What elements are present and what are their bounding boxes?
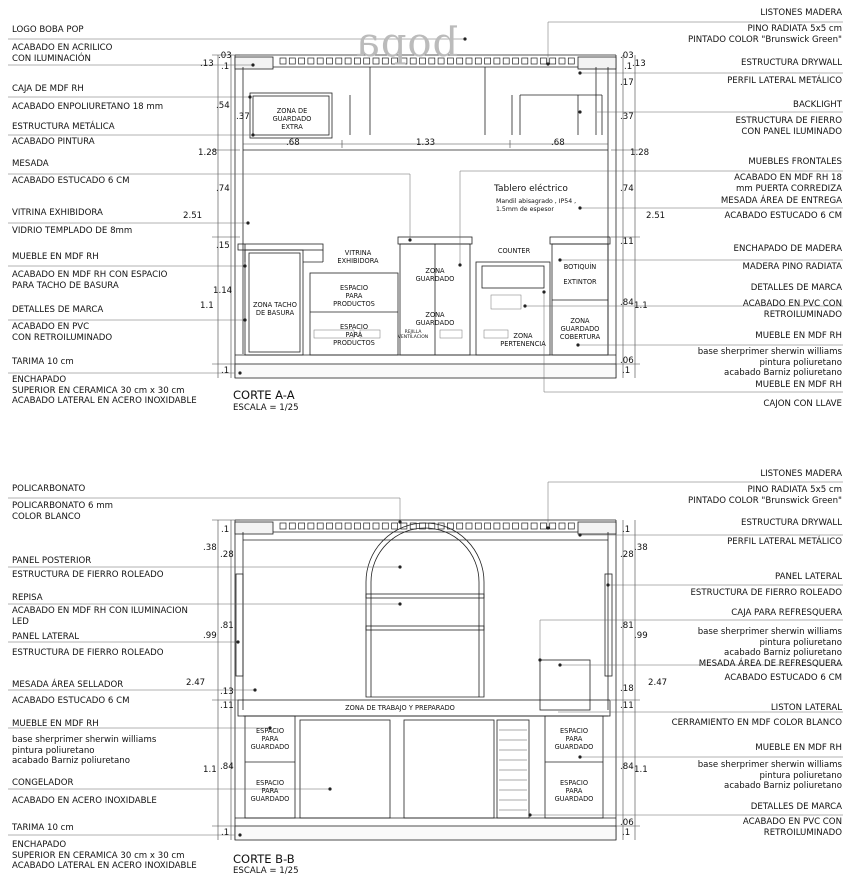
dim-a-width: .68 <box>286 138 300 148</box>
a-left-label: VIDRIO TEMPLADO DE 8mm <box>12 226 133 236</box>
zone-label: REJILLA VENTILACION <box>397 330 429 340</box>
b-left-label: TARIMA 10 cm <box>12 823 74 833</box>
wood-slat <box>494 523 500 529</box>
dim-a-left: 1.14 <box>213 286 233 296</box>
dim-a-right: .74 <box>620 184 634 194</box>
wood-slat <box>289 58 295 64</box>
a-right-label: MADERA PINO RADIATA <box>742 262 842 272</box>
wood-slat <box>540 523 546 529</box>
wood-slat <box>299 58 305 64</box>
b-right-label: PINO RADIATA 5x5 cm PINTADO COLOR "Brunswick Green" <box>687 485 842 506</box>
zone-label: ZONA PERTENENCIA <box>500 332 546 348</box>
b-right-label: base sherprimer sherwin williams pintura poliuretano acabado Barniz poliuretano <box>697 627 842 658</box>
dim-b-right: .1 <box>622 828 631 838</box>
dim-a-left: .54 <box>216 101 230 111</box>
a-right-label: ACABADO ESTUCADO 6 CM <box>724 211 842 221</box>
wood-slat <box>559 523 565 529</box>
wood-slat <box>531 523 537 529</box>
wood-slat <box>345 58 351 64</box>
dim-a-right: .1 <box>624 62 633 72</box>
wood-slat <box>364 523 370 529</box>
b-left-label: PANEL POSTERIOR <box>12 556 92 566</box>
a-right-label: CAJON CON LLAVE <box>763 399 842 409</box>
dim-b-right: .1 <box>622 525 631 535</box>
a-left-label: LOGO BOBA POP <box>12 25 84 35</box>
wood-slat <box>317 523 323 529</box>
a-left-label: ACABADO EN PVC CON RETROILUMINADO <box>12 322 113 343</box>
dim-a-left: 2.51 <box>183 211 203 221</box>
b-left-label: ESTRUCTURA DE FIERRO ROLEADO <box>12 570 164 580</box>
dim-b-left: .38 <box>203 543 217 553</box>
dim-a-width: 1.33 <box>416 138 436 148</box>
wood-slat <box>522 58 528 64</box>
wood-slat <box>327 523 333 529</box>
zone-label: ESPACIO PARA PRODUCTOS <box>333 323 375 347</box>
tablero-title: Tablero eléctrico <box>494 184 568 194</box>
wood-slat <box>382 523 388 529</box>
dim-b-left: .81 <box>220 621 234 631</box>
a-right-label: ESTRUCTURA DE FIERRO CON PANEL ILUMINADO <box>735 116 842 137</box>
dim-a-right: .37 <box>620 112 634 122</box>
a-right-label: MESADA ÁREA DE ENTREGA <box>720 196 842 206</box>
b-right-label: DETALLES DE MARCA <box>750 802 842 812</box>
wood-slat <box>280 58 286 64</box>
wood-slat <box>513 523 519 529</box>
b-right-label: MESADA ÁREA DE REFRESQUERA <box>698 659 842 669</box>
a-right-label: ESTRUCTURA DRYWALL <box>741 58 842 68</box>
dim-a-left: .1 <box>221 62 230 72</box>
b-right-label: CERRAMIENTO EN MDF COLOR BLANCO <box>671 718 842 728</box>
b-right-label: base sherprimer sherwin williams pintura poliuretano acabado Barniz poliuretano <box>697 760 842 791</box>
a-left-label: ACABADO ESTUCADO 6 CM <box>12 176 130 186</box>
wood-slat <box>475 58 481 64</box>
wood-slat <box>485 523 491 529</box>
b-left-label: MESADA ÁREA SELLADOR <box>12 680 124 690</box>
dim-a-right: .13 <box>632 59 646 69</box>
dim-b-right: .11 <box>620 701 634 711</box>
b-right-label: PERFIL LATERAL METÁLICO <box>727 537 842 547</box>
wood-slat <box>345 523 351 529</box>
dim-a-left: .13 <box>200 59 214 69</box>
b-left-label: base sherprimer sherwin williams pintura poliuretano acabado Barniz poliuretano <box>12 735 157 766</box>
wood-slat <box>280 523 286 529</box>
dim-a-left: .03 <box>218 51 232 61</box>
dim-b-right: .06 <box>620 818 634 828</box>
zone-label: ESPACIO PARA GUARDADO <box>554 727 594 751</box>
dim-a-left: .37 <box>236 112 250 122</box>
dim-b-left: .1 <box>221 525 230 535</box>
dim-a-right: .11 <box>620 237 634 247</box>
wood-slat <box>485 58 491 64</box>
a-right-label: PINO RADIATA 5x5 cm PINTADO COLOR "Brunswick Green" <box>687 24 842 45</box>
wood-slat <box>568 523 574 529</box>
section-a-scale: ESCALA = 1/25 <box>233 403 299 413</box>
a-left-label: TARIMA 10 cm <box>12 357 74 367</box>
wood-slat <box>392 523 398 529</box>
zone-label: ZONA DE GUARDADO EXTRA <box>272 107 312 131</box>
a-left-label: ACABADO EN MDF RH CON ESPACIO PARA TACHO DE BASURA <box>12 270 168 291</box>
b-right-label: LISTONES MADERA <box>760 469 842 479</box>
zone-label: ESPACIO PARA GUARDADO <box>250 727 290 751</box>
dim-a-right: 1.28 <box>630 148 650 158</box>
zone-label: BOTIQUÍN <box>563 263 597 271</box>
wood-slat <box>466 523 472 529</box>
wood-slat <box>503 58 509 64</box>
b-left-label: ACABADO EN ACERO INOXIDABLE <box>12 796 157 806</box>
a-right-label: PERFIL LATERAL METÁLICO <box>727 76 842 86</box>
dim-b-right: .38 <box>634 543 648 553</box>
a-right-label: MUEBLES FRONTALES <box>748 157 842 167</box>
b-left-label: ACABADO ESTUCADO 6 CM <box>12 696 130 706</box>
zone-label: ZONA TACHO DE BASURA <box>253 301 297 317</box>
wood-slat <box>503 523 509 529</box>
wood-slat <box>531 58 537 64</box>
zone-label: ESPACIO PARA PRODUCTOS <box>333 284 375 308</box>
dim-b-left: .1 <box>221 828 230 838</box>
b-right-label: PANEL LATERAL <box>774 572 842 582</box>
dim-b-right: .81 <box>620 621 634 631</box>
wood-slat <box>559 58 565 64</box>
wood-slat <box>522 523 528 529</box>
b-right-label: ESTRUCTURA DE FIERRO ROLEADO <box>690 588 842 598</box>
a-right-label: BACKLIGHT <box>793 100 842 110</box>
a-left-label: ACABADO PINTURA <box>12 137 95 147</box>
b-right-label: ACABADO ESTUCADO 6 CM <box>724 673 842 683</box>
section-b-scale: ESCALA = 1/25 <box>233 866 299 876</box>
a-left-label: DETALLES DE MARCA <box>12 305 104 315</box>
dim-a-right: .1 <box>622 366 631 376</box>
wood-slat <box>568 58 574 64</box>
dim-b-left: .84 <box>220 762 234 772</box>
a-right-label: DETALLES DE MARCA <box>750 283 842 293</box>
b-right-label: ESTRUCTURA DRYWALL <box>741 518 842 528</box>
a-left-label: ACABADO ENPOLIURETANO 18 mm <box>12 102 164 112</box>
b-left-label: REPISA <box>12 593 43 603</box>
dim-a-right: .84 <box>620 298 634 308</box>
dim-a-right: 2.51 <box>646 211 666 221</box>
a-right-label: MUEBLE EN MDF RH <box>755 331 842 341</box>
dim-a-right: .03 <box>620 51 634 61</box>
a-left-label: VITRINA EXHIBIDORA <box>12 208 103 218</box>
wood-slat <box>308 58 314 64</box>
dim-b-left: .11 <box>220 701 234 711</box>
wood-slat <box>336 58 342 64</box>
zone-label: ZONA DE TRABAJO Y PREPARADO <box>345 704 455 712</box>
dim-a-left: .15 <box>216 241 230 251</box>
wood-slat <box>354 523 360 529</box>
dim-b-left: 2.47 <box>186 678 206 688</box>
b-left-label: ESTRUCTURA DE FIERRO ROLEADO <box>12 648 164 658</box>
wood-slat <box>513 58 519 64</box>
wood-slat <box>494 58 500 64</box>
boba-pop-logo: bopa <box>355 20 459 66</box>
a-left-label: MUEBLE EN MDF RH <box>12 252 99 262</box>
a-left-label: ENCHAPADO SUPERIOR EN CERAMICA 30 cm x 30 cm ACABADO LATERAL EN ACERO INOXIDABLE <box>12 375 197 406</box>
wood-slat <box>447 523 453 529</box>
a-left-label: ACABADO EN ACRILICO CON ILUMINACIÓN <box>12 43 113 64</box>
dim-a-left: .1 <box>221 366 230 376</box>
wood-slat <box>457 523 463 529</box>
zone-label: VITRINA EXHIBIDORA <box>337 249 379 265</box>
b-right-label: CAJA PARA REFRESQUERA <box>731 608 842 618</box>
zone-label: EXTINTOR <box>563 278 597 286</box>
dim-b-right: .28 <box>620 550 634 560</box>
dim-a-right: .06 <box>620 356 634 366</box>
zone-label: COUNTER <box>497 247 531 255</box>
dim-b-right: 1.1 <box>634 765 648 775</box>
wood-slat <box>475 523 481 529</box>
wood-slat <box>308 523 314 529</box>
a-right-label: ENCHAPADO DE MADERA <box>733 244 842 254</box>
dim-a-width: .68 <box>551 138 565 148</box>
a-left-label: MESADA <box>12 159 49 169</box>
b-left-label: POLICARBONATO 6 mm COLOR BLANCO <box>12 501 113 522</box>
b-right-label: LISTON LATERAL <box>770 703 842 713</box>
b-left-label: CONGELADOR <box>12 778 74 788</box>
b-left-label: PANEL LATERAL <box>12 632 80 642</box>
dim-b-right: .18 <box>620 684 634 694</box>
dim-b-left: .13 <box>220 687 234 697</box>
dim-b-left: 1.1 <box>203 765 217 775</box>
b-left-label: POLICARBONATO <box>12 484 86 494</box>
b-right-label: ACABADO EN PVC CON RETROILUMINADO <box>742 817 842 838</box>
wood-slat <box>317 58 323 64</box>
dim-b-left: .28 <box>220 550 234 560</box>
dim-a-left: .74 <box>216 184 230 194</box>
zone-label: ZONA GUARDADO <box>415 311 455 327</box>
dim-b-right: .84 <box>620 762 634 772</box>
section-a-title: CORTE A-A <box>233 388 295 402</box>
wood-slat <box>550 58 556 64</box>
wood-slat <box>327 58 333 64</box>
dim-a-left: 1.1 <box>200 301 214 311</box>
wood-slat <box>373 523 379 529</box>
b-left-label: ACABADO EN MDF RH CON ILUMINACION LED <box>12 606 188 627</box>
zone-label: ZONA GUARDADO <box>415 267 455 283</box>
zone-label: ESPACIO PARA GUARDADO <box>250 779 290 803</box>
b-left-label: MUEBLE EN MDF RH <box>12 719 99 729</box>
tablero-note: Mandil abisagrado , IP54 , 1.5mm de espesor <box>496 198 577 213</box>
a-right-label: LISTONES MADERA <box>760 8 842 18</box>
wood-slat <box>289 523 295 529</box>
dim-a-left: 1.28 <box>198 148 218 158</box>
a-left-label: CAJA DE MDF RH <box>12 84 84 94</box>
dim-b-right: .99 <box>634 631 648 641</box>
b-right-label: MUEBLE EN MDF RH <box>755 743 842 753</box>
wood-slat <box>299 523 305 529</box>
a-right-label: ACABADO EN MDF RH 18 mm PUERTA CORREDIZA <box>734 173 842 194</box>
dim-a-right: 1.1 <box>634 301 648 311</box>
dim-b-left: .99 <box>203 631 217 641</box>
dim-a-right: .17 <box>620 78 634 88</box>
a-right-label: MUEBLE EN MDF RH <box>755 380 842 390</box>
wood-slat <box>466 58 472 64</box>
b-left-label: ENCHAPADO SUPERIOR EN CERAMICA 30 cm x 30 cm ACABADO LATERAL EN ACERO INOXIDABLE <box>12 840 197 871</box>
wood-slat <box>550 523 556 529</box>
section-b-title: CORTE B-B <box>233 852 295 866</box>
zone-label: ZONA GUARDADO COBERTURA <box>559 317 601 341</box>
wood-slat <box>336 523 342 529</box>
a-right-label: ACABADO EN PVC CON RETROILUMINADO <box>742 299 842 320</box>
a-right-label: base sherprimer sherwin williams pintura poliuretano acabado Barniz poliuretano <box>697 347 842 378</box>
wood-slat <box>540 58 546 64</box>
a-left-label: ESTRUCTURA METÁLICA <box>12 122 115 132</box>
dim-b-right: 2.47 <box>648 678 668 688</box>
zone-label: ESPACIO PARA GUARDADO <box>554 779 594 803</box>
